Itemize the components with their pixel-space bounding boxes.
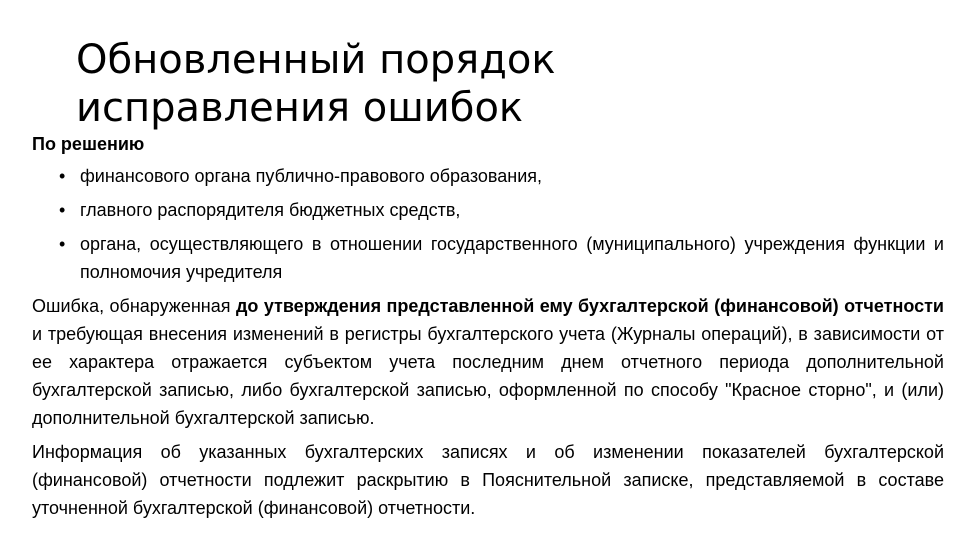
title-line-1: Обновленный порядок	[76, 37, 556, 83]
bullet-item: • финансового органа публично-правового образования,	[32, 162, 944, 190]
lead-heading: По решению	[32, 134, 145, 154]
slide-body	[32, 130, 944, 528]
bullet-item: • органа, осуществляющего в отношении государственного (муниципального) учреждения функции и полномочия учредителя	[32, 230, 944, 286]
error-paragraph	[32, 292, 944, 432]
paragraph-text: Ошибка, обнаруженная	[32, 296, 231, 316]
bullet-item: • главного распорядителя бюджетных средств,	[32, 196, 944, 224]
paragraph-text: и требующая внесения изменений в регистры бухгалтерского учета (Журналы операций), в зависимости от ее характера отражается субъектом учета последним днем отчетного периода дополнительной бухгалтерской записью, либо бухгалтерской записью, оформленной по способу "Красное сторно", и (или) дополнительной бухгалтерской записью.	[32, 324, 944, 428]
paragraph-emphasis: до утверждения представленной ему бухгалтерской (финансовой) отчетности	[235, 296, 944, 316]
disclosure-paragraph: Информация об указанных бухгалтерских записях и об изменении показателей бухгалтерской (финансовой) отчетности подлежит раскрытию в Пояснительной записке, представляемой в составе уточненной бухгалтерской (финансовой) отчетности.	[32, 442, 944, 518]
page-title	[76, 36, 896, 132]
title-line-2: исправления ошибок	[76, 85, 524, 131]
bullet-list	[32, 162, 944, 286]
